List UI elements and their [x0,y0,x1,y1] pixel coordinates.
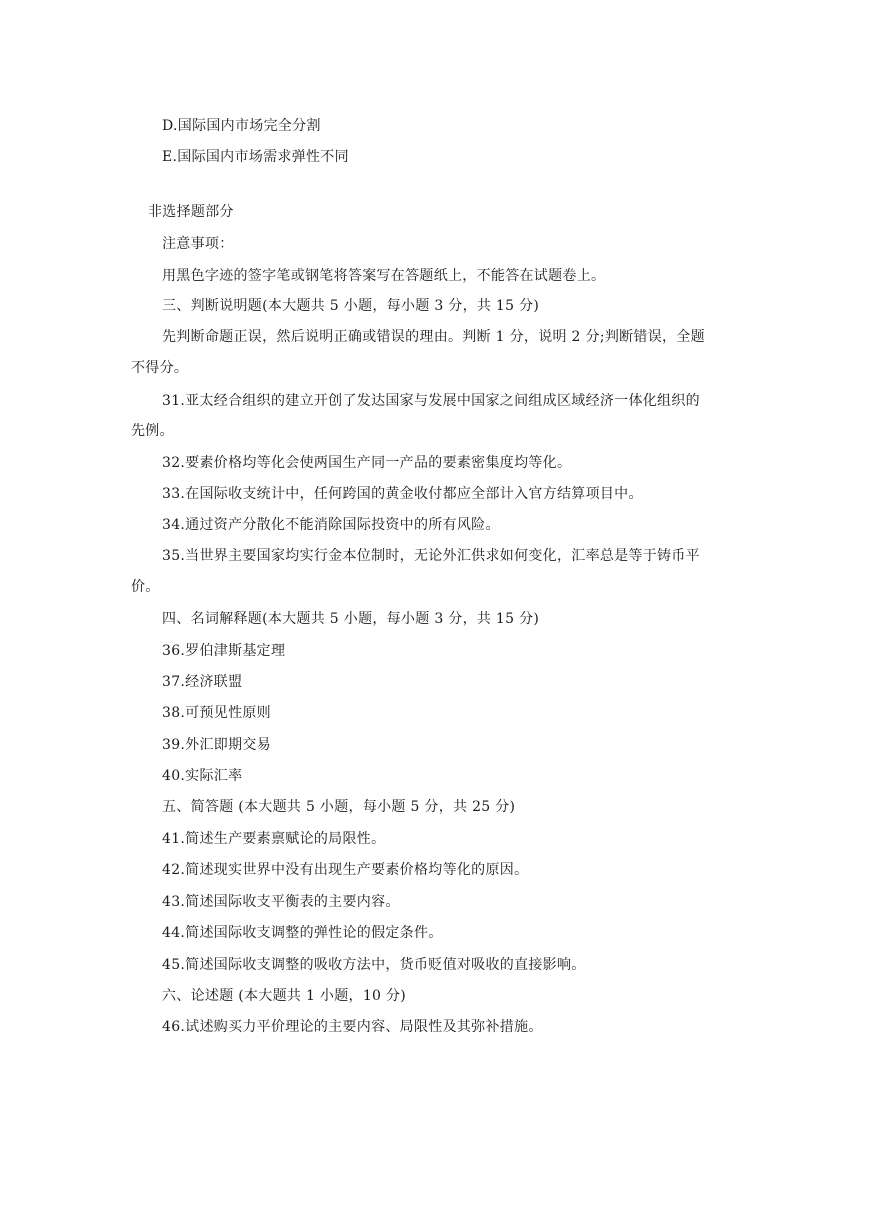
question-38: 38.可预见性原则 [162,705,271,721]
question-31-line1: 31.亚太经合组织的建立开创了发达国家与发展中国家之间组成区域经济一体化组织的 [162,393,700,409]
option-d: D.国际国内市场完全分割 [162,118,321,134]
question-37: 37.经济联盟 [162,674,243,690]
question-45: 45.简述国际收支调整的吸收方法中，货币贬值对吸收的直接影响。 [162,957,586,973]
question-35-line2: 价。 [131,579,160,595]
question-46: 46.试述购买力平价理论的主要内容、局限性及其弥补措施。 [162,1019,543,1035]
section6-heading: 六、论述题 (本大题共 1 小题，10 分) [162,988,407,1004]
question-31-line2: 先例。 [131,423,174,439]
question-35-line1: 35.当世界主要国家均实行金本位制时，无论外汇供求如何变化，汇率总是等于铸币平 [162,548,700,564]
question-36: 36.罗伯津斯基定理 [162,643,286,659]
question-44: 44.简述国际收支调整的弹性论的假定条件。 [162,925,443,941]
notice-text: 用黑色字迹的签字笔或钢笔将答案写在答题纸上，不能答在试题卷上。 [162,268,606,284]
notice-label: 注意事项： [162,236,234,252]
question-42: 42.简述现实世界中没有出现生产要素价格均等化的原因。 [162,862,529,878]
question-39: 39.外汇即期交易 [162,737,271,753]
section-nonchoice-title: 非选择题部分 [148,204,234,220]
question-34: 34.通过资产分散化不能消除国际投资中的所有风险。 [162,517,500,533]
question-41: 41.简述生产要素禀赋论的局限性。 [162,831,386,847]
section3-heading: 三、判断说明题(本大题共 5 小题，每小题 3 分，共 15 分) [162,298,540,314]
section3-instruction-line2: 不得分。 [131,360,189,376]
section4-heading: 四、名词解释题(本大题共 5 小题，每小题 3 分，共 15 分) [162,611,540,627]
question-32: 32.要素价格均等化会使两国生产同一产品的要素密集度均等化。 [162,455,572,471]
section3-instruction-line1: 先判断命题正误，然后说明正确或错误的理由。判断 1 分，说明 2 分;判断错误，全题 [162,329,705,345]
option-e: E.国际国内市场需求弹性不同 [162,149,349,165]
section5-heading: 五、简答题 (本大题共 5 小题，每小题 5 分，共 25 分) [162,799,516,815]
question-33: 33.在国际收支统计中，任何跨国的黄金收付都应全部计入官方结算项目中。 [162,486,643,502]
question-43: 43.简述国际收支平衡表的主要内容。 [162,894,400,910]
question-40: 40.实际汇率 [162,768,243,784]
